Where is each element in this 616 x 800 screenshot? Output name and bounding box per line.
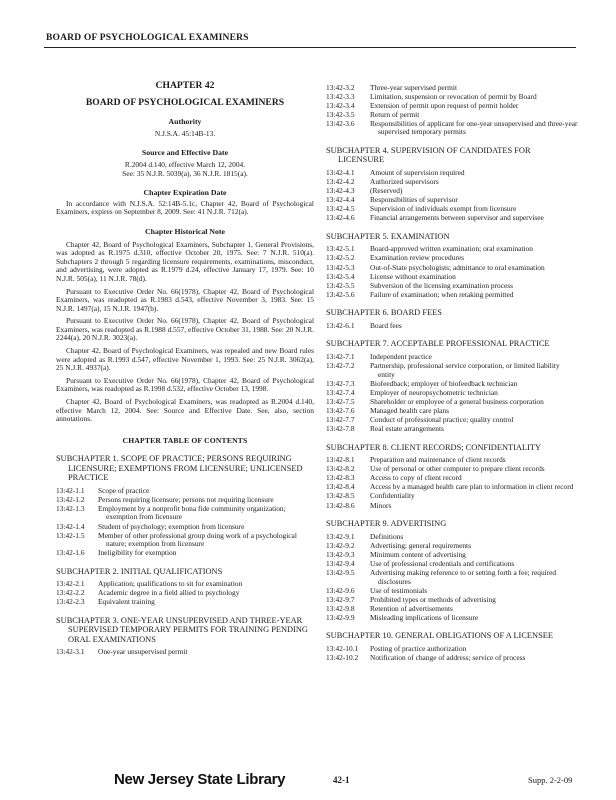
section-number: 13:42-9.3 [326,549,355,559]
toc-item [56,505,314,522]
section-number: 13:42-4.4 [326,195,355,205]
left-column [56,80,314,657]
section-number: 13:42-3.6 [326,118,355,128]
history-paragraph: Pursuant to Executive Order No. 66(1978), Chapter 42, Board of Psychological Examiners, was readopted as R.1983 d.543, effective November 3, 1983. See: 15 N.J.R. 1497(a), 15 N.J.R. 1947(b). [56,286,314,313]
section-number: 13:42-4.5 [326,204,355,214]
section-number: 13:42-3.2 [326,82,355,92]
section-title: Scope of practice [98,485,150,495]
section-title: Definitions [370,531,404,541]
section-title: Minimum content of advertising [370,549,466,559]
section-number: 13:42-7.5 [326,396,355,406]
toc-item [326,214,578,223]
subchapter-1-list [56,487,314,558]
section-title: Amount of supervision required [370,167,465,177]
section-title: Application; qualifications to sit for examination [98,579,243,589]
section-title: Academic degree in a field allied to psychology [98,588,240,598]
section-number: 13:42-9.9 [326,612,355,622]
section-number: 13:42-7.8 [326,424,355,434]
toc-item [326,362,578,379]
section-number: 13:42-2.3 [56,597,85,607]
toc-item [326,380,578,389]
running-head: BOARD OF PSYCHOLOGICAL EXAMINERS [46,33,249,43]
section-number: 13:42-9.6 [326,585,355,595]
toc-item [56,648,314,657]
section-title: Board-approved written examination; oral examination [370,244,533,254]
toc-heading: CHAPTER TABLE OF CONTENTS [122,435,248,445]
subchapter-4-list [326,169,578,223]
subchapter-2-title: SUBCHAPTER 2. INITIAL QUALIFICATIONS [56,566,223,576]
section-number: 13:42-4.3 [326,186,355,196]
section-number: 13:42-7.3 [326,378,355,388]
toc-item [56,598,314,607]
section-title: Financial arrangements between supervisor and supervisee [370,213,544,223]
subchapter-7-title: SUBCHAPTER 7. ACCEPTABLE PROFESSIONAL PRACTICE [326,339,550,349]
section-title: Partnership, professional service corporation, or limited liability entity [370,360,560,379]
section-number: 13:42-7.1 [326,351,355,361]
subchapter-9-list [326,533,578,623]
toc-item [326,84,578,93]
page-number: 42-1 [333,775,350,785]
section-title: Minors [370,500,392,510]
toc-item [326,596,578,605]
section-number: 13:42-5.3 [326,262,355,272]
section-title: Advertising making reference to or setting forth a fee; required disclosures [370,567,557,586]
section-title: Shareholder or employee of a general business corporation [370,396,544,406]
history-paragraph: Pursuant to Executive Order No. 66(1978), Chapter 42, Board of Psychological Examiners, was readopted as R.1988 d.557, effective October 31, 1988. See: 20 N.J.R. 2244(a), 20 N.J.R. 3023(a). [56,316,314,343]
supplement-date: Supp. 2-2-09 [528,775,573,785]
subchapter-10-title: SUBCHAPTER 10. GENERAL OBLIGATIONS OF A LICENSEE [326,631,553,641]
section-number: 13:42-4.2 [326,176,355,186]
toc-item [56,523,314,532]
section-title: Prohibited types or methods of advertising [370,594,496,604]
expiration-heading: Chapter Expiration Date [143,188,227,198]
section-number: 13:42-4.6 [326,213,355,223]
toc-item [326,120,578,137]
section-number: 13:42-9.5 [326,567,355,577]
toc-item [56,487,314,496]
subchapter-9-title: SUBCHAPTER 9. ADVERTISING [326,519,447,529]
section-title: Failure of examination; when retaking permitted [370,289,514,299]
section-title: Employment by a nonprofit bona fide community organization; exemption from licensure [98,503,286,522]
toc-item [326,654,578,663]
section-number: 13:42-3.3 [326,91,355,101]
section-number: 13:42-5.2 [326,253,355,263]
toc-item [326,178,578,187]
section-title: Posting of practice authorization [370,643,467,653]
toc-item [56,532,314,549]
section-number: 13:42-9.4 [326,558,355,568]
section-title: License without examination [370,271,456,281]
section-number: 13:42-1.3 [56,503,85,513]
toc-item [326,614,578,623]
section-title: Equivalent training [98,597,155,607]
section-number: 13:42-4.1 [326,167,355,177]
section-number: 13:42-5.1 [326,244,355,254]
toc-item [326,502,578,511]
section-title: Use of personal or other computer to prepare client records [370,464,545,474]
library-stamp: New Jersey State Library [114,771,286,788]
toc-item [326,254,578,263]
section-title: Managed health care plans [370,405,450,415]
chapter-number: CHAPTER 42 [155,80,215,91]
section-title: Biofeedback; employer of biofeedback technician [370,378,518,388]
section-title: Misleading implications of licensure [370,612,479,622]
section-number: 13:42-9.7 [326,594,355,604]
subchapter-10-list [326,645,578,663]
section-number: 13:42-5.6 [326,289,355,299]
section-number: 13:42-8.6 [326,500,355,510]
section-number: 13:42-5.4 [326,271,355,281]
section-title: Notification of change of address; service of process [370,652,526,662]
section-number: 13:42-7.2 [326,360,355,370]
subchapter-5-title: SUBCHAPTER 5. EXAMINATION [326,231,450,241]
subchapter-6-title: SUBCHAPTER 6. BOARD FEES [326,308,442,318]
section-title: Independent practice [370,351,432,361]
section-title: (Reserved) [370,186,403,196]
toc-item [326,322,578,331]
section-title: Student of psychology; exemption from licensure [98,521,245,531]
section-number: 13:42-8.1 [326,455,355,465]
section-title: Member of other professional group doing work of a psychological nature; exemption from licensure [98,530,297,549]
toc-item [326,483,578,492]
section-title: Supervision of individuals exempt from licensure [370,204,517,214]
toc-item [326,492,578,501]
authority-text: N.J.S.A. 45:14B-13. [154,128,216,138]
section-title: Employer of neuropsychometric technician [370,387,498,397]
chapter-title: BOARD OF PSYCHOLOGICAL EXAMINERS [85,96,285,108]
toc-item [326,291,578,300]
section-title: Authorized supervisors [370,176,439,186]
subchapter-7-list [326,353,578,434]
section-number: 13:42-1.5 [56,530,85,540]
section-number: 13:42-2.2 [56,588,85,598]
authority-heading: Authority [168,117,202,127]
source-line-2: See: 35 N.J.R. 5039(a), 36 N.J.R. 1815(a). [122,168,248,178]
section-title: Use of testimonials [370,585,428,595]
subchapter-3-list [56,648,314,657]
subchapter-5-list [326,245,578,299]
toc-item [56,549,314,558]
section-number: 13:42-2.1 [56,579,85,589]
section-number: 13:42-10.2 [326,652,359,662]
history-heading: Chapter Historical Note [145,226,225,236]
section-title: Confidentiality [370,491,415,501]
subchapter-8-title: SUBCHAPTER 8. CLIENT RECORDS; CONFIDENTIALITY [326,442,542,452]
section-title: Responsibilities of supervisor [370,195,458,205]
section-number: 13:42-7.4 [326,387,355,397]
section-title: Persons requiring licensure; persons not requiring licensure [98,494,274,504]
subchapter-1-title: SUBCHAPTER 1. SCOPE OF PRACTICE; PERSONS REQUIRING LICENSURE; EXEMPTIONS FROM LICENSURE; UNLICENSED PRACTICE [56,454,303,483]
section-title: Out-of-State psychologists; admittance to oral examination [370,262,545,272]
section-number: 13:42-3.1 [56,647,85,657]
source-heading: Source and Effective Date [141,148,229,158]
section-number: 13:42-1.1 [56,485,85,495]
section-number: 13:42-3.4 [326,100,355,110]
toc-item [326,587,578,596]
section-title: Responsibilities of applicant for one-year unsupervised and three-year supervised temporary permits [370,118,578,137]
section-number: 13:42-8.5 [326,491,355,501]
section-number: 13:42-9.1 [326,531,355,541]
section-number: 13:42-3.5 [326,109,355,119]
section-title: Real estate arrangements [370,424,444,434]
section-title: Access to copy of client record [370,473,462,483]
section-title: Extension of permit upon request of permit holder [370,100,519,110]
section-number: 13:42-1.2 [56,494,85,504]
history-paragraph: Chapter 42, Board of Psychological Examiners, was repealed and new Board rules were adopted as R.1993 d.547, effective November 1, 1993. See: 25 N.J.R. 3062(a), 25 N.J.R. 4937(a). [56,346,314,373]
section-title: Retention of advertisements [370,603,453,613]
subchapter-2-list [56,580,314,607]
toc-item [326,542,578,551]
section-title: Three-year supervised permit [370,82,458,92]
toc-item [326,93,578,102]
toc-item [326,533,578,542]
section-number: 13:42-6.1 [326,320,355,330]
section-title: Examination review procedures [370,253,464,263]
subchapter-6-list [326,322,578,331]
section-number: 13:42-9.8 [326,603,355,613]
right-column [326,83,578,663]
section-title: Access by a managed health care plan to information in client record [370,482,574,492]
toc-item [326,398,578,407]
toc-item [326,264,578,273]
section-title: Subversion of the licensing examination process [370,280,514,290]
toc-item [326,569,578,586]
toc-item [326,389,578,398]
section-title: Board fees [370,320,402,330]
section-title: Preparation and maintenance of client records [370,455,506,465]
section-number: 13:42-7.6 [326,405,355,415]
history-paragraph: Chapter 42, Board of Psychological Examiners, Subchapter 1, General Provisions, was adopted as R.1975 d.310, effective October 20, 1975. See: 7 N.J.R. 510(a). Subchapters 2 through 5 regarding licensure requirements, examinations, misconduct, and advertising, were adopted as R.1979 d.24, effective January 17, 1979. See: 10 N.J.R. 505(a), 11 N.J.R. 78(d). [56,239,314,283]
section-number: 13:42-1.6 [56,548,85,558]
source-line-1: R.2004 d.140, effective March 12, 2004. [124,159,246,169]
section-number: 13:42-1.4 [56,521,85,531]
subchapter-3-title: SUBCHAPTER 3. ONE-YEAR UNSUPERVISED AND THREE-YEAR SUPERVISED TEMPORARY PERMITS FOR TRAINING PENDING ORAL EXAMINATIONS [56,616,308,644]
expiration-text: In accordance with N.J.S.A. 52:14B-5.1c, Chapter 42, Board of Psychological Examiners, expires on September 8, 2009. See: 41 N.J.R. 712(a). [56,198,314,217]
section-title: Conduct of professional practice; quality control [370,414,514,424]
section-title: Ineligibility for exemption [98,548,177,558]
section-number: 13:42-8.4 [326,482,355,492]
history-paragraph: Pursuant to Executive Order No. 66(1978), Chapter 42, Board of Psychological Examiners, was readopted as R.1998 d.532, effective October 13, 1998. [56,375,314,394]
section-number: 13:42-8.3 [326,473,355,483]
toc-item [326,273,578,282]
section-title: Use of professional credentials and certifications [370,558,515,568]
toc-item [326,102,578,111]
section-number: 13:42-7.7 [326,414,355,424]
toc-item [56,589,314,598]
section-number: 13:42-10.1 [326,643,359,653]
section-title: One-year unsupervised permit [98,647,188,657]
history-paragraph: Chapter 42, Board of Psychological Examiners, was readopted as R.2004 d.140, effective March 12, 2004. See: Source and Effective Date. See, also, section annotations. [56,397,314,424]
section-number: 13:42-8.2 [326,464,355,474]
section-number: 13:42-9.2 [326,540,355,550]
subchapter-3-list-continued [326,84,578,138]
subchapter-4-title: SUBCHAPTER 4. SUPERVISION OF CANDIDATES FOR LICENSURE [326,146,531,165]
section-title: Return of permit [370,109,420,119]
toc-item [326,416,578,425]
toc-item [326,425,578,434]
section-title: Limitation, suspension or revocation of permit by Board [370,91,537,101]
section-title: Advertising; general requirements [370,540,471,550]
section-number: 13:42-5.5 [326,280,355,290]
subchapter-8-list [326,456,578,510]
header-rule [44,47,576,48]
toc-item [326,169,578,178]
